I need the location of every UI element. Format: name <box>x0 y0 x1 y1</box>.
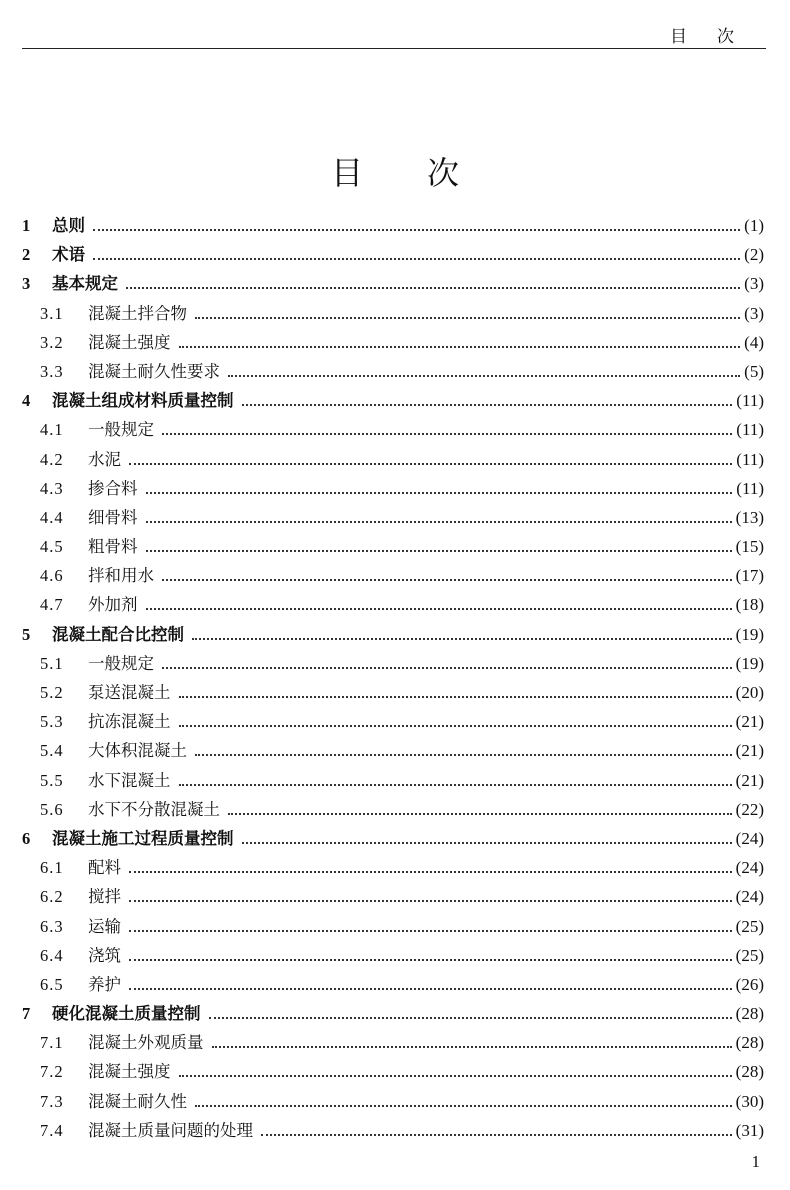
toc-entry-page: (1) <box>744 216 764 235</box>
toc-entry-number: 4.3 <box>40 478 64 498</box>
toc-entry-number: 3.1 <box>40 303 64 323</box>
toc-entry-page: (15) <box>735 537 764 557</box>
toc-entry-title: 混凝土组成材料质量控制 <box>52 391 234 411</box>
toc-entry-number: 3 <box>22 274 31 294</box>
dot-leader <box>228 374 740 377</box>
toc-entry-page: (20) <box>735 683 764 702</box>
dot-leader <box>129 899 732 902</box>
toc-section-entry[interactable] <box>22 1087 764 1116</box>
toc-entry-number: 7.3 <box>40 1091 64 1111</box>
toc-entry-title: 配料 <box>88 858 121 878</box>
toc-entry-page: (17) <box>735 566 764 586</box>
toc-entry-title: 粗骨料 <box>88 537 138 557</box>
toc-entry-title: 混凝土强度 <box>88 332 171 352</box>
dot-leader <box>209 1016 732 1019</box>
toc-chapter-entry[interactable] <box>22 240 764 269</box>
toc-entry-page: (25) <box>735 945 764 965</box>
toc-entry-number: 4.7 <box>40 595 64 615</box>
dot-leader <box>146 607 732 610</box>
toc-entry-number: 6.1 <box>40 858 64 878</box>
dot-leader <box>129 870 732 873</box>
toc-entry-title: 混凝土耐久性 <box>88 1091 187 1111</box>
dot-leader <box>93 228 740 231</box>
toc-entry-title: 外加剂 <box>88 595 138 615</box>
toc-entry-page: (31) <box>735 1120 764 1140</box>
toc-section-entry[interactable] <box>22 328 764 357</box>
toc-section-entry[interactable] <box>22 299 764 328</box>
toc-entry-title: 抗冻混凝土 <box>88 712 171 732</box>
dot-leader <box>129 929 732 932</box>
toc-entry-page: (28) <box>735 1033 764 1053</box>
toc-entry-title: 混凝土拌合物 <box>88 303 187 323</box>
page-number: 1 <box>751 1152 760 1171</box>
toc-chapter-entry[interactable] <box>22 824 764 853</box>
toc-entry-title: 混凝土质量问题的处理 <box>88 1120 253 1140</box>
toc-entry-title: 基本规定 <box>52 274 118 294</box>
page-title: 目次 <box>330 154 523 192</box>
toc-entry-number: 6 <box>22 828 31 848</box>
toc-entry-number: 6.3 <box>40 916 64 936</box>
toc-section-entry[interactable] <box>22 503 764 532</box>
toc-entry-page: (19) <box>735 653 764 673</box>
toc-entry-page: (25) <box>735 916 764 936</box>
toc-entry-number: 7 <box>22 1004 31 1024</box>
toc-entry-number: 4.6 <box>40 566 64 586</box>
toc-entry-title: 混凝土外观质量 <box>88 1033 204 1053</box>
toc-entry-number: 3.3 <box>40 361 64 381</box>
toc-entry-number: 5.5 <box>40 770 64 790</box>
toc-entry-page: (30) <box>735 1091 764 1111</box>
toc-entry-number: 3.2 <box>40 332 64 352</box>
dot-leader <box>126 286 740 289</box>
dot-leader <box>162 578 732 581</box>
toc-entry-number: 7.1 <box>40 1033 64 1053</box>
toc-entry-title: 水下混凝土 <box>88 770 171 790</box>
toc-entry-page: (19) <box>735 624 764 644</box>
toc-entry-title: 泵送混凝土 <box>88 683 171 702</box>
toc-entry-title: 混凝土施工过程质量控制 <box>52 828 234 848</box>
toc-entry-page: (21) <box>735 741 764 761</box>
dot-leader <box>162 432 732 435</box>
toc-entry-page: (13) <box>735 507 764 527</box>
toc-entry-page: (24) <box>735 858 764 878</box>
dot-leader <box>179 695 732 698</box>
toc-entry-number: 6.4 <box>40 945 64 965</box>
toc-section-entry[interactable] <box>22 853 764 882</box>
toc-section-entry[interactable] <box>22 532 764 561</box>
toc-entry-page: (26) <box>735 974 764 994</box>
toc-entry-page: (4) <box>744 332 764 352</box>
toc-entry-title: 混凝土强度 <box>88 1062 171 1082</box>
toc-section-entry[interactable] <box>22 707 764 736</box>
toc-entry-title: 一般规定 <box>88 653 154 673</box>
toc-section-entry[interactable] <box>22 1057 764 1086</box>
toc-entry-page: (28) <box>735 1004 764 1024</box>
toc-entry-number: 4.4 <box>40 507 64 527</box>
toc-entry-title: 大体积混凝土 <box>88 741 187 761</box>
toc-entry-page: (11) <box>736 420 764 440</box>
toc-entry-page: (5) <box>744 361 764 381</box>
toc-entry-number: 5.1 <box>40 653 64 673</box>
toc-section-entry[interactable] <box>22 941 764 970</box>
toc-entry-title: 掺合料 <box>88 478 138 498</box>
dot-leader <box>162 666 732 669</box>
dot-leader <box>212 1045 732 1048</box>
dot-leader <box>179 345 741 348</box>
toc-entry-page: (3) <box>744 274 764 294</box>
dot-leader <box>146 520 732 523</box>
toc-entry-page: (11) <box>736 391 764 411</box>
toc-entry-number: 4 <box>22 391 31 411</box>
toc-section-entry[interactable] <box>22 970 764 999</box>
toc-entry-page: (11) <box>736 449 764 469</box>
toc-entry-title: 混凝土配合比控制 <box>52 624 184 644</box>
toc-entry-page: (24) <box>735 887 764 907</box>
dot-leader <box>242 841 732 844</box>
toc-section-entry[interactable] <box>22 882 764 911</box>
toc-entry-number: 5.6 <box>40 799 64 819</box>
dot-leader <box>195 1104 732 1107</box>
dot-leader <box>195 316 740 319</box>
toc-entry-page: (2) <box>744 245 764 265</box>
toc-chapter-entry[interactable] <box>22 620 764 649</box>
toc-section-entry[interactable] <box>22 736 764 765</box>
toc-chapter-entry[interactable] <box>22 386 764 415</box>
header-rule <box>22 48 766 49</box>
toc-entry-title: 混凝土耐久性要求 <box>88 361 220 381</box>
dot-leader <box>93 257 740 260</box>
dot-leader <box>179 783 732 786</box>
running-header: 目次 <box>670 27 764 47</box>
toc-section-entry[interactable] <box>22 590 764 619</box>
dot-leader <box>146 491 733 494</box>
dot-leader <box>192 637 732 640</box>
toc-entry-page: (22) <box>735 799 764 819</box>
toc-entry-number: 7.4 <box>40 1120 64 1140</box>
toc-entry-number: 4.5 <box>40 537 64 557</box>
toc-section-entry[interactable] <box>22 766 764 795</box>
toc-entry-page: (21) <box>735 770 764 790</box>
toc-entry-title: 硬化混凝土质量控制 <box>52 1004 201 1024</box>
toc-section-entry[interactable] <box>22 445 764 474</box>
toc-entry-number: 6.5 <box>40 974 64 994</box>
toc-entry-title: 运输 <box>88 916 121 936</box>
toc-entry-number: 4.2 <box>40 449 64 469</box>
table-of-contents <box>22 211 764 1145</box>
dot-leader <box>179 1074 732 1077</box>
toc-entry-number: 6.2 <box>40 887 64 907</box>
toc-chapter-entry[interactable] <box>22 211 764 240</box>
toc-entry-page: (28) <box>735 1062 764 1082</box>
toc-entry-number: 4.1 <box>40 420 64 440</box>
dot-leader <box>242 403 733 406</box>
toc-entry-title: 术语 <box>52 245 85 265</box>
dot-leader <box>129 987 732 990</box>
toc-entry-title: 水下不分散混凝土 <box>88 799 220 819</box>
toc-section-entry[interactable] <box>22 474 764 503</box>
dot-leader <box>228 812 732 815</box>
toc-entry-page: (21) <box>735 712 764 732</box>
dot-leader <box>195 753 732 756</box>
toc-chapter-entry[interactable] <box>22 999 764 1028</box>
toc-entry-page: (18) <box>735 595 764 615</box>
toc-entry-title: 一般规定 <box>88 420 154 440</box>
toc-chapter-entry[interactable] <box>22 269 764 298</box>
toc-entry-page: (24) <box>735 828 764 848</box>
toc-entry-number: 1 <box>22 216 31 235</box>
toc-entry-number: 5.2 <box>40 683 64 702</box>
toc-entry-page: (11) <box>736 478 764 498</box>
toc-entry-title: 总则 <box>52 216 85 235</box>
toc-section-entry[interactable] <box>22 649 764 678</box>
toc-entry-title: 细骨料 <box>88 507 138 527</box>
toc-entry-title: 浇筑 <box>88 945 121 965</box>
toc-entry-title: 搅拌 <box>88 887 121 907</box>
toc-section-entry[interactable] <box>22 1028 764 1057</box>
dot-leader <box>146 549 732 552</box>
dot-leader <box>129 958 732 961</box>
toc-section-entry[interactable] <box>22 357 764 386</box>
toc-entry-title: 养护 <box>88 974 121 994</box>
toc-section-entry[interactable] <box>22 1116 764 1145</box>
toc-entry-number: 5.4 <box>40 741 64 761</box>
toc-section-entry[interactable] <box>22 678 764 707</box>
toc-entry-title: 水泥 <box>88 449 121 469</box>
toc-section-entry[interactable] <box>22 912 764 941</box>
toc-section-entry[interactable] <box>22 561 764 590</box>
toc-section-entry[interactable] <box>22 415 764 444</box>
toc-entry-page: (3) <box>744 303 764 323</box>
toc-entry-number: 7.2 <box>40 1062 64 1082</box>
toc-section-entry[interactable] <box>22 795 764 824</box>
toc-entry-number: 2 <box>22 245 31 265</box>
toc-entry-number: 5.3 <box>40 712 64 732</box>
dot-leader <box>261 1133 732 1136</box>
toc-entry-number: 5 <box>22 624 31 644</box>
toc-entry-title: 拌和用水 <box>88 566 154 586</box>
dot-leader <box>179 724 732 727</box>
dot-leader <box>129 462 732 465</box>
